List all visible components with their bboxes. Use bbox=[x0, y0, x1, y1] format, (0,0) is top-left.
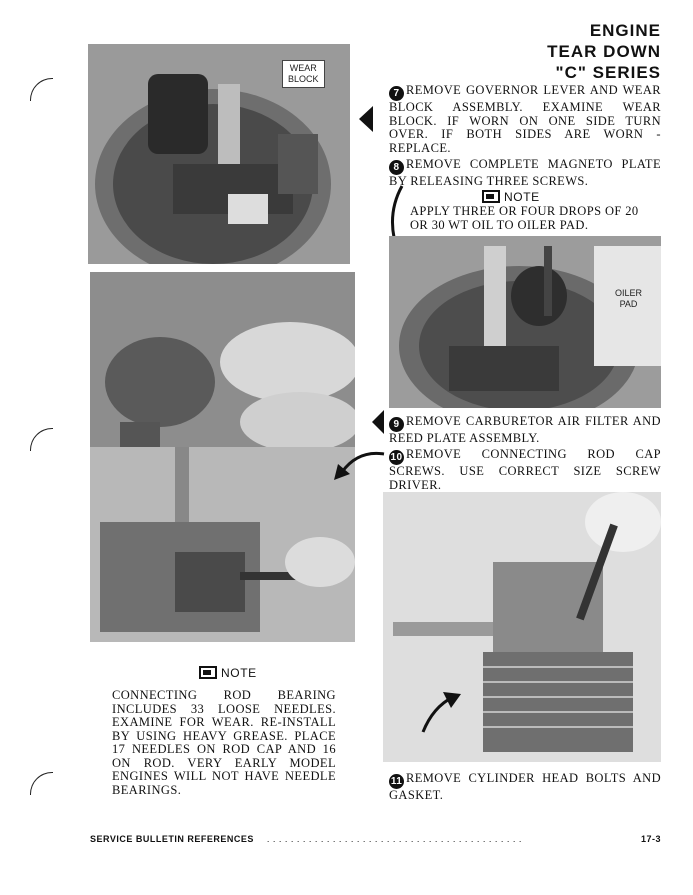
binder-hole-top bbox=[30, 78, 53, 101]
step-7 bbox=[389, 84, 661, 155]
step-text: REMOVE CYLINDER HEAD BOLTS AND GASKET. bbox=[389, 771, 661, 802]
binder-hole-bottom bbox=[30, 772, 53, 795]
photo-rod-illustration bbox=[90, 272, 355, 642]
page-number: 17-3 bbox=[641, 834, 662, 844]
curved-arrow-step10 bbox=[328, 446, 388, 486]
step-number-badge: 7 bbox=[389, 86, 404, 101]
note-label: NOTE bbox=[221, 666, 257, 680]
step-11 bbox=[389, 772, 661, 803]
title-line-engine: ENGINE bbox=[589, 21, 661, 40]
step-text: REMOVE GOVERNOR LEVER AND WEAR BLOCK ASSEMBLY. EXAMINE WEAR BLOCK. IF WORN ON ONE SIDE TURN OVER. IF BOTH SIDES ARE WORN - REPLACE. bbox=[389, 83, 661, 155]
step-number-badge: 8 bbox=[389, 160, 404, 175]
title-line-series: "C" SERIES bbox=[555, 63, 661, 82]
binder-hole-middle bbox=[30, 428, 53, 451]
oiler-pad-label: OILER PAD bbox=[615, 288, 643, 309]
step-text: REMOVE CARBURETOR AIR FILTER AND REED PLATE ASSEMBLY. bbox=[389, 414, 661, 445]
photo-governor-wear-block bbox=[88, 44, 350, 264]
pointer-arrow-step9 bbox=[372, 410, 384, 434]
photo-cylinder-illustration bbox=[383, 492, 661, 762]
footer-refs-label: SERVICE BULLETIN REFERENCES bbox=[90, 834, 254, 844]
note-label: NOTE bbox=[504, 190, 540, 204]
photo-cylinder-head bbox=[383, 492, 661, 762]
footer-dot-leaders: . . . . . . . . . . . . . . . . . . . . . . . . . . . . . . . . . . . . . . . . . . . bbox=[266, 834, 522, 844]
note-2-text: CONNECTING ROD BEARING INCLUDES 33 LOOSE NEEDLES. EXAMINE FOR WEAR. RE-INSTALL BY USING HEAVY GREASE. PLACE 17 NEEDLES ON ROD CAP AND 16 ON ROD. VERY EARLY MODEL ENGINES WILL NOT HAVE NEEDLE BEARINGS. bbox=[112, 688, 336, 797]
page-title bbox=[547, 20, 661, 83]
step-text: REMOVE CONNECTING ROD CAP SCREWS. USE CORRECT SIZE SCREW DRIVER. bbox=[389, 447, 661, 492]
note-1-text: APPLY THREE OR FOUR DROPS OF 20 OR 30 WT OIL TO OILER PAD. bbox=[410, 204, 639, 232]
step-10 bbox=[389, 448, 661, 492]
step-number-badge: 9 bbox=[389, 417, 404, 432]
pointer-arrow-step7 bbox=[359, 106, 373, 132]
step-number-badge: 11 bbox=[390, 776, 403, 787]
note-2-header bbox=[199, 664, 257, 682]
step-number-badge: 10 bbox=[390, 452, 403, 463]
photo-magneto-plate-and-rod bbox=[90, 272, 355, 642]
step-text: REMOVE COMPLETE MAGNETO PLATE BY RELEASING THREE SCREWS. bbox=[389, 157, 661, 188]
title-line-teardown: TEAR DOWN bbox=[547, 42, 661, 61]
wear-block-label: WEAR BLOCK bbox=[282, 60, 325, 88]
note-book-icon bbox=[199, 666, 217, 679]
photo-oiler-pad-illustration bbox=[389, 236, 661, 408]
step-9 bbox=[389, 415, 661, 446]
photo-oiler-pad bbox=[389, 236, 661, 408]
note-book-icon bbox=[482, 190, 500, 203]
footer-service-bulletin-refs bbox=[90, 834, 522, 844]
